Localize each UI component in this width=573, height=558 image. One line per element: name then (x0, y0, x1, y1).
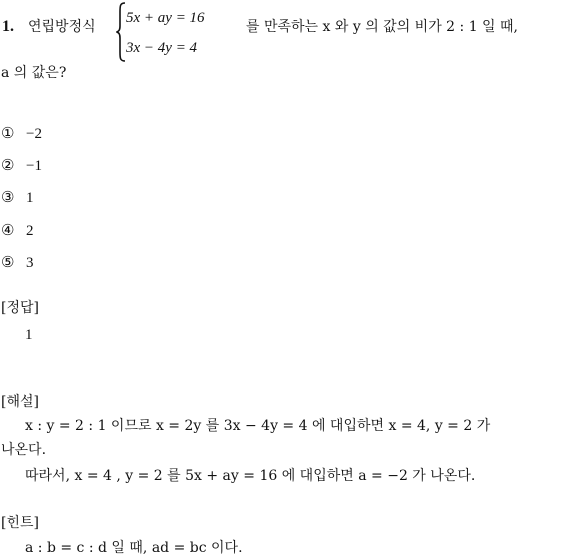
choice-2[interactable] (1, 158, 42, 174)
equation-2: 3x − 4y = 4 (126, 40, 198, 56)
answer-value: 1 (25, 327, 33, 343)
explanation-line-1: x : y = 2 : 1 이므로 x = 2y 를 3x − 4y = 4 에 대입하면 x = 4, y = 2 가 (25, 418, 491, 434)
choice-marker: ④ (1, 221, 15, 239)
choice-marker: ② (1, 156, 15, 174)
hint-heading: [힌트] (1, 515, 39, 531)
choice-text: 1 (26, 190, 34, 206)
choice-marker: ③ (1, 188, 15, 206)
left-brace-icon (116, 2, 126, 62)
choice-text: 2 (26, 223, 34, 239)
question-condition: 를 만족하는 x 와 y 의 값의 비가 2 : 1 일 때, (246, 19, 518, 35)
hint-line-1: a : b = c : d 일 때, ad = bc 이다. (25, 540, 243, 556)
question-intro: 연립방정식 (28, 19, 96, 35)
choice-text: −2 (26, 126, 42, 142)
choice-marker: ① (1, 124, 15, 142)
choice-1[interactable] (1, 126, 42, 142)
choice-text: −1 (26, 158, 42, 174)
explanation-heading: [해설] (1, 394, 39, 410)
answer-heading: [정답] (1, 300, 39, 316)
equation-system (116, 2, 236, 62)
question-prompt: a 의 값은? (1, 65, 67, 81)
choice-3[interactable] (1, 190, 34, 206)
choice-marker: ⑤ (1, 253, 15, 271)
choice-5[interactable] (1, 255, 34, 271)
equation-1: 5x + ay = 16 (126, 10, 205, 26)
choice-4[interactable] (1, 223, 34, 239)
choice-text: 3 (26, 255, 34, 271)
question-number: 1. (2, 18, 14, 35)
explanation-line-3: 따라서, x = 4 , y = 2 를 5x + ay = 16 에 대입하면 a = −2 가 나온다. (25, 468, 476, 484)
explanation-line-2: 나온다. (1, 442, 47, 458)
